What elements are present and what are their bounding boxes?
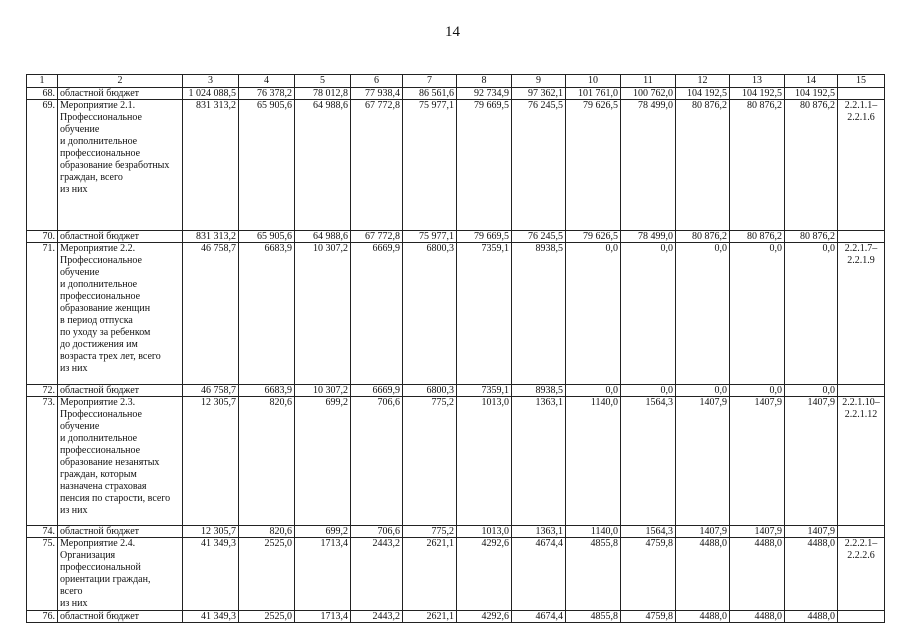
value-cell: 820,6 [239, 526, 295, 538]
value-cell: 1407,9 [785, 397, 838, 526]
value-cell: 831 313,2 [183, 231, 239, 243]
row-number: 72. [27, 385, 58, 397]
indicator-code: 2.2.2.1– 2.2.2.6 [838, 538, 885, 611]
value-cell: 0,0 [676, 385, 730, 397]
value-cell: 79 669,5 [457, 231, 512, 243]
value-cell: 80 876,2 [730, 100, 785, 231]
value-cell: 75 977,1 [403, 231, 457, 243]
value-cell: 101 761,0 [566, 88, 621, 100]
value-cell: 1407,9 [676, 397, 730, 526]
value-cell: 1013,0 [457, 526, 512, 538]
row-number: 68. [27, 88, 58, 100]
value-cell: 6800,3 [403, 385, 457, 397]
value-cell: 1013,0 [457, 397, 512, 526]
value-cell: 1363,1 [512, 526, 566, 538]
value-cell: 706,6 [351, 397, 403, 526]
value-cell: 4759,8 [621, 538, 676, 611]
value-cell: 76 245,5 [512, 231, 566, 243]
row-number: 73. [27, 397, 58, 526]
value-cell: 104 192,5 [676, 88, 730, 100]
header-cell: 12 [676, 75, 730, 88]
table-row [27, 397, 885, 526]
value-cell: 78 012,8 [295, 88, 351, 100]
header-cell: 15 [838, 75, 885, 88]
value-cell: 699,2 [295, 526, 351, 538]
value-cell: 46 758,7 [183, 385, 239, 397]
value-cell: 2525,0 [239, 538, 295, 611]
table-row [27, 385, 885, 397]
row-number: 75. [27, 538, 58, 611]
header-cell: 10 [566, 75, 621, 88]
value-cell: 104 192,5 [730, 88, 785, 100]
table-row [27, 243, 885, 385]
value-cell: 86 561,6 [403, 88, 457, 100]
value-cell: 699,2 [295, 397, 351, 526]
value-cell: 6669,9 [351, 243, 403, 385]
value-cell: 77 938,4 [351, 88, 403, 100]
row-name: Мероприятие 2.4. Организация профессиональной ориентации граждан, всего из них [58, 538, 183, 611]
value-cell: 4855,8 [566, 538, 621, 611]
value-cell: 6669,9 [351, 385, 403, 397]
value-cell: 0,0 [621, 243, 676, 385]
row-number: 76. [27, 611, 58, 623]
value-cell: 12 305,7 [183, 526, 239, 538]
indicator-code: 2.2.1.7– 2.2.1.9 [838, 243, 885, 385]
table-row [27, 231, 885, 243]
value-cell: 4488,0 [676, 611, 730, 623]
value-cell: 76 245,5 [512, 100, 566, 231]
value-cell: 0,0 [566, 243, 621, 385]
header-cell: 8 [457, 75, 512, 88]
value-cell: 831 313,2 [183, 100, 239, 231]
value-cell: 1407,9 [785, 526, 838, 538]
value-cell: 2443,2 [351, 611, 403, 623]
header-cell: 3 [183, 75, 239, 88]
value-cell: 97 362,1 [512, 88, 566, 100]
header-cell: 14 [785, 75, 838, 88]
table-row [27, 538, 885, 611]
row-number: 71. [27, 243, 58, 385]
value-cell: 41 349,3 [183, 611, 239, 623]
row-name: Мероприятие 2.3. Профессиональное обучение и дополнительное профессиональное образование незанятых граждан, которым назначена страховая пенсия по старости, всего из них [58, 397, 183, 526]
value-cell: 6683,9 [239, 385, 295, 397]
row-number: 69. [27, 100, 58, 231]
header-cell: 11 [621, 75, 676, 88]
header-cell: 9 [512, 75, 566, 88]
value-cell: 2621,1 [403, 538, 457, 611]
value-cell: 775,2 [403, 397, 457, 526]
value-cell: 46 758,7 [183, 243, 239, 385]
header-cell: 7 [403, 75, 457, 88]
value-cell: 6800,3 [403, 243, 457, 385]
value-cell: 79 669,5 [457, 100, 512, 231]
value-cell: 4759,8 [621, 611, 676, 623]
value-cell: 78 499,0 [621, 231, 676, 243]
row-name: областной бюджет [58, 385, 183, 397]
value-cell: 75 977,1 [403, 100, 457, 231]
value-cell: 1564,3 [621, 397, 676, 526]
header-cell: 6 [351, 75, 403, 88]
value-cell: 67 772,8 [351, 100, 403, 231]
value-cell: 64 988,6 [295, 100, 351, 231]
value-cell: 80 876,2 [730, 231, 785, 243]
value-cell: 4674,4 [512, 538, 566, 611]
header-cell: 4 [239, 75, 295, 88]
value-cell: 775,2 [403, 526, 457, 538]
value-cell: 8938,5 [512, 385, 566, 397]
row-name: Мероприятие 2.2. Профессиональное обучение и дополнительное профессиональное образование женщин в период отпуска по уходу за ребенком до достижения им возраста трех лет, всего из них [58, 243, 183, 385]
row-name: областной бюджет [58, 526, 183, 538]
value-cell: 4488,0 [785, 538, 838, 611]
value-cell: 2443,2 [351, 538, 403, 611]
row-number: 70. [27, 231, 58, 243]
value-cell: 0,0 [621, 385, 676, 397]
value-cell: 104 192,5 [785, 88, 838, 100]
value-cell: 4674,4 [512, 611, 566, 623]
value-cell: 7359,1 [457, 385, 512, 397]
value-cell: 4488,0 [785, 611, 838, 623]
value-cell: 10 307,2 [295, 385, 351, 397]
header-cell: 5 [295, 75, 351, 88]
value-cell: 65 905,6 [239, 100, 295, 231]
header-cell: 2 [58, 75, 183, 88]
value-cell: 1363,1 [512, 397, 566, 526]
value-cell: 6683,9 [239, 243, 295, 385]
value-cell: 706,6 [351, 526, 403, 538]
value-cell: 820,6 [239, 397, 295, 526]
value-cell: 4292,6 [457, 611, 512, 623]
row-name: Мероприятие 2.1. Профессиональное обучение и дополнительное профессиональное образование безработных граждан, всего из них [58, 100, 183, 231]
value-cell: 1140,0 [566, 526, 621, 538]
row-name: областной бюджет [58, 231, 183, 243]
budget-table [26, 74, 885, 623]
header-cell: 1 [27, 75, 58, 88]
value-cell: 2525,0 [239, 611, 295, 623]
row-name: областной бюджет [58, 611, 183, 623]
value-cell: 80 876,2 [785, 231, 838, 243]
row-name: областной бюджет [58, 88, 183, 100]
value-cell: 80 876,2 [785, 100, 838, 231]
value-cell: 4292,6 [457, 538, 512, 611]
value-cell: 100 762,0 [621, 88, 676, 100]
value-cell: 80 876,2 [676, 231, 730, 243]
value-cell: 67 772,8 [351, 231, 403, 243]
table-header-row [27, 75, 885, 88]
value-cell: 41 349,3 [183, 538, 239, 611]
value-cell: 1407,9 [730, 397, 785, 526]
indicator-code [838, 385, 885, 397]
value-cell: 2621,1 [403, 611, 457, 623]
value-cell: 0,0 [566, 385, 621, 397]
value-cell: 0,0 [676, 243, 730, 385]
header-cell: 13 [730, 75, 785, 88]
value-cell: 8938,5 [512, 243, 566, 385]
value-cell: 1407,9 [676, 526, 730, 538]
value-cell: 0,0 [785, 385, 838, 397]
value-cell: 1564,3 [621, 526, 676, 538]
value-cell: 1407,9 [730, 526, 785, 538]
value-cell: 78 499,0 [621, 100, 676, 231]
value-cell: 1 024 088,5 [183, 88, 239, 100]
value-cell: 4855,8 [566, 611, 621, 623]
value-cell: 80 876,2 [676, 100, 730, 231]
table-row [27, 100, 885, 231]
indicator-code [838, 231, 885, 243]
value-cell: 0,0 [785, 243, 838, 385]
value-cell: 7359,1 [457, 243, 512, 385]
table-row [27, 611, 885, 623]
indicator-code: 2.2.1.10– 2.2.1.12 [838, 397, 885, 526]
indicator-code [838, 88, 885, 100]
value-cell: 10 307,2 [295, 243, 351, 385]
indicator-code [838, 526, 885, 538]
page-number: 14 [445, 24, 460, 40]
table-row [27, 526, 885, 538]
value-cell: 1140,0 [566, 397, 621, 526]
value-cell: 79 626,5 [566, 231, 621, 243]
value-cell: 12 305,7 [183, 397, 239, 526]
row-number: 74. [27, 526, 58, 538]
value-cell: 64 988,6 [295, 231, 351, 243]
value-cell: 4488,0 [676, 538, 730, 611]
value-cell: 4488,0 [730, 611, 785, 623]
indicator-code: 2.2.1.1– 2.2.1.6 [838, 100, 885, 231]
indicator-code [838, 611, 885, 623]
value-cell: 65 905,6 [239, 231, 295, 243]
table-row [27, 88, 885, 100]
value-cell: 79 626,5 [566, 100, 621, 231]
value-cell: 4488,0 [730, 538, 785, 611]
value-cell: 1713,4 [295, 538, 351, 611]
value-cell: 76 378,2 [239, 88, 295, 100]
value-cell: 1713,4 [295, 611, 351, 623]
value-cell: 92 734,9 [457, 88, 512, 100]
value-cell: 0,0 [730, 385, 785, 397]
value-cell: 0,0 [730, 243, 785, 385]
